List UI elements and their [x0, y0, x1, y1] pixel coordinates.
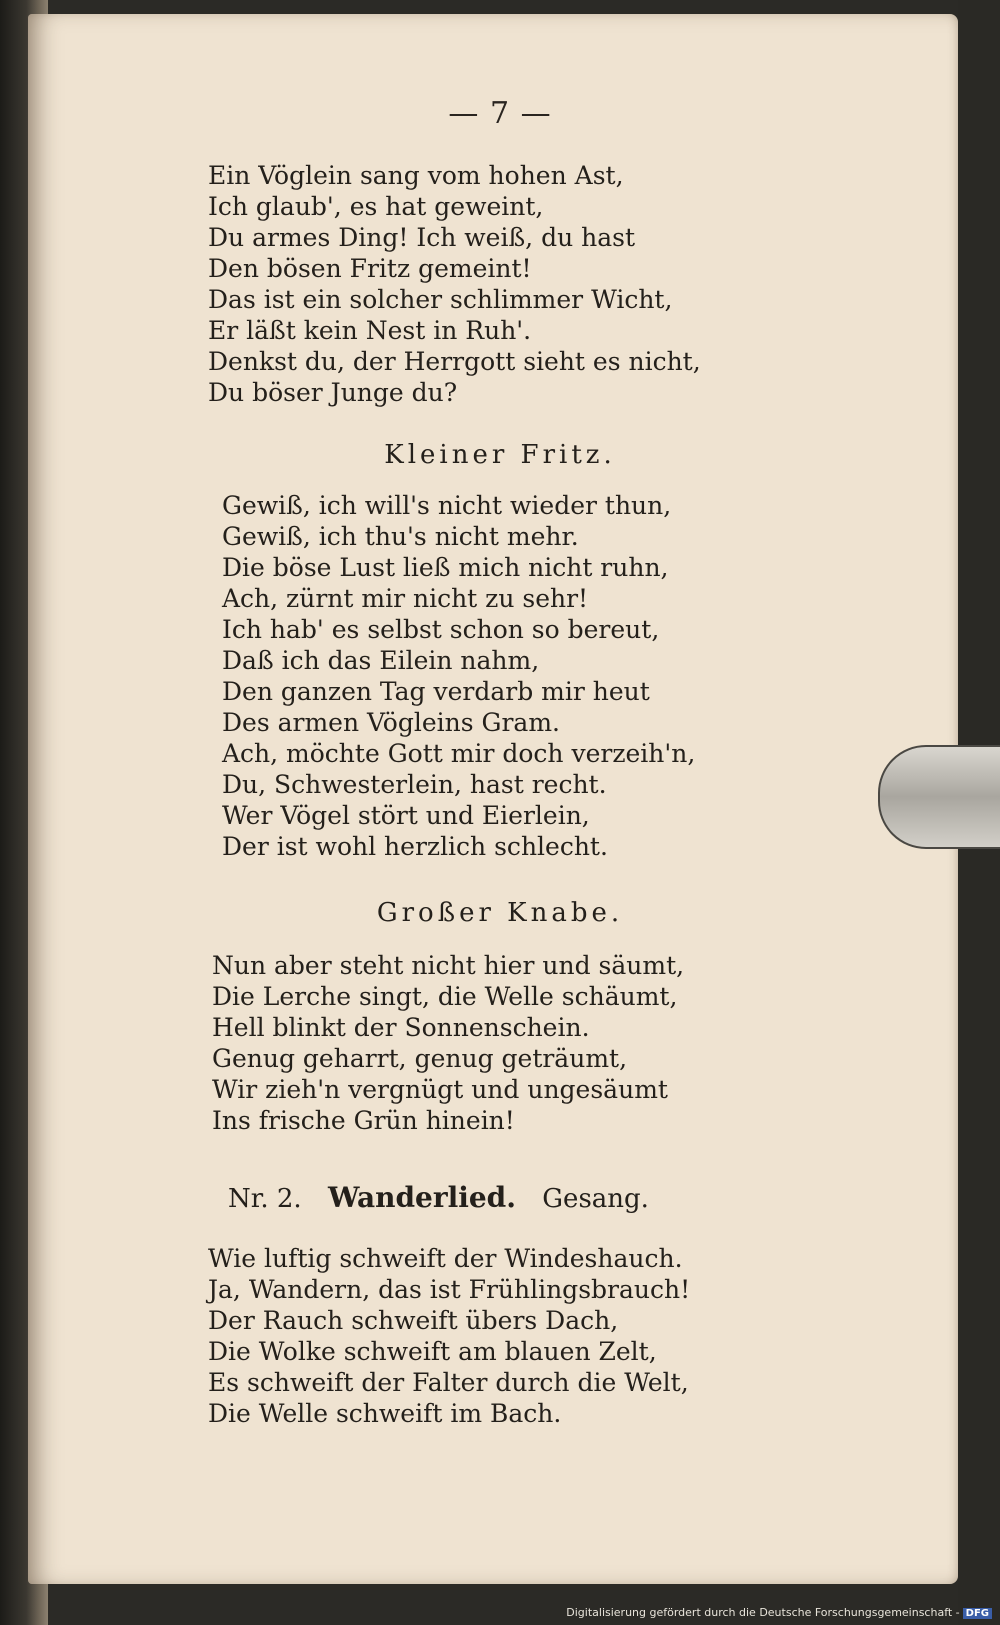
verse-line: Ins frische Grün hinein! [212, 1106, 515, 1135]
verse-line: Daß ich das Eilein nahm, [222, 646, 540, 675]
song-number: Nr. 2. [228, 1184, 302, 1214]
stanza-3 [212, 950, 684, 1136]
verse-line: Den bösen Fritz gemeint! [208, 254, 532, 283]
verse-line: Das ist ein solcher schlimmer Wicht, [208, 285, 673, 314]
verse-line: Nun aber steht nicht hier und säumt, [212, 951, 685, 980]
verse-line: Des armen Vögleins Gram. [222, 708, 560, 737]
page-clip [878, 745, 1000, 849]
verse-line: Du böser Junge du? [208, 378, 458, 407]
verse-line: Den ganzen Tag verdarb mir heut [222, 677, 650, 706]
verse-line: Genug geharrt, genug geträumt, [212, 1044, 628, 1073]
footer-text: Digitalisierung gefördert durch die Deutsche Forschungsgemeinschaft - [566, 1606, 960, 1619]
digitization-footer [566, 1606, 992, 1619]
stanza-2 [222, 490, 695, 862]
page-number: — 7 — [448, 96, 552, 131]
verse-line: Der Rauch schweift übers Dach, [208, 1306, 619, 1335]
verse-line: Der ist wohl herzlich schlecht. [222, 832, 608, 861]
verse-line: Wie luftig schweift der Windeshauch. [208, 1244, 683, 1273]
song-heading [228, 1181, 649, 1214]
verse-line: Denkst du, der Herrgott sieht es nicht, [208, 347, 701, 376]
verse-line: Wir zieh'n vergnügt und ungesäumt [212, 1075, 668, 1104]
verse-line: Ich glaub', es hat geweint, [208, 192, 544, 221]
verse-line: Ach, zürnt mir nicht zu sehr! [222, 584, 589, 613]
verse-line: Ja, Wandern, das ist Frühlingsbrauch! [208, 1275, 691, 1304]
verse-line: Die Wolke schweift am blauen Zelt, [208, 1337, 657, 1366]
section-heading: Kleiner Fritz. [384, 440, 616, 470]
verse-line: Die Welle schweift im Bach. [208, 1399, 562, 1428]
song-type: Gesang. [542, 1184, 649, 1214]
verse-line: Die böse Lust ließ mich nicht ruhn, [222, 553, 669, 582]
section-heading: Großer Knabe. [376, 898, 624, 928]
verse-line: Du, Schwesterlein, hast recht. [222, 770, 607, 799]
verse-line: Es schweift der Falter durch die Welt, [208, 1368, 689, 1397]
song-title: Wanderlied. [327, 1181, 517, 1214]
verse-line: Du armes Ding! Ich weiß, du hast [208, 223, 636, 252]
verse-line: Gewiß, ich thu's nicht mehr. [222, 522, 579, 551]
verse-line: Ich hab' es selbst schon so bereut, [222, 615, 660, 644]
verse-line: Wer Vögel stört und Eierlein, [222, 801, 590, 830]
verse-line: Hell blinkt der Sonnenschein. [212, 1013, 590, 1042]
verse-line: Ein Vöglein sang vom hohen Ast, [208, 161, 624, 190]
verse-line: Ach, möchte Gott mir doch verzeih'n, [222, 739, 696, 768]
dfg-logo: DFG [963, 1608, 992, 1619]
verse-line: Er läßt kein Nest in Ruh'. [208, 316, 532, 345]
stanza-1 [208, 160, 701, 408]
verse-line: Gewiß, ich will's nicht wieder thun, [222, 491, 672, 520]
stanza-4 [208, 1243, 690, 1429]
verse-line: Die Lerche singt, die Welle schäumt, [212, 982, 678, 1011]
